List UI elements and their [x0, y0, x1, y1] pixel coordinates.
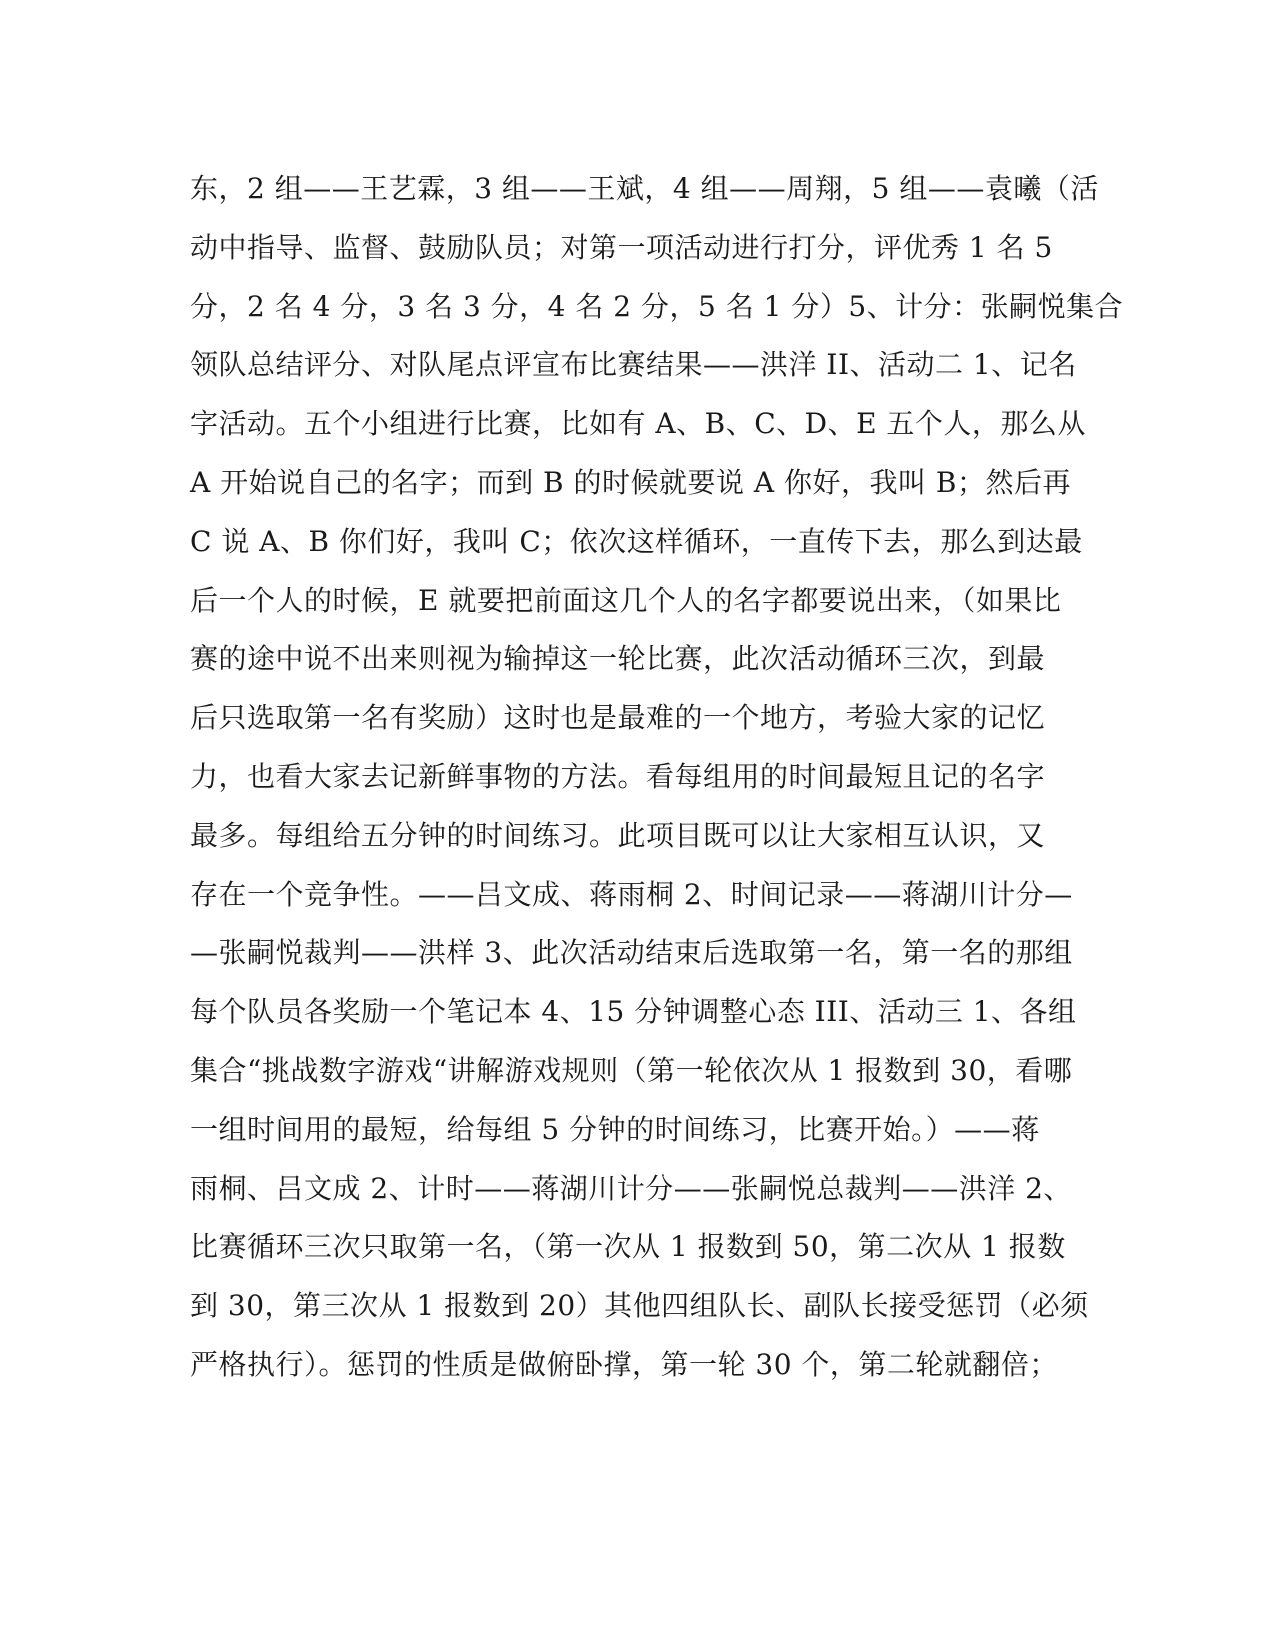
text-line: C 说 A、B 你们好，我叫 C；依次这样循环，一直传下去，那么到达最 — [190, 524, 1083, 558]
text-line: 到 30，第三次从 1 报数到 20）其他四组队长、副队长接受惩罚（必须 — [190, 1289, 1089, 1323]
text-line: 动中指导、监督、鼓励队员；对第一项活动进行打分，评优秀 1 名 5 — [190, 230, 1053, 264]
text-line: 最多。每组给五分钟的时间练习。此项目既可以让大家相互认识，又 — [190, 818, 1046, 852]
text-line: 东，2 组——王艺霖，3 组——王斌，4 组——周翔，5 组——袁曦（活 — [190, 172, 1099, 205]
text-line: 字活动。五个小组进行比赛，比如有 A、B、C、D、E 五个人，那么从 — [190, 407, 1086, 441]
text-line: 严格执行）。惩罚的性质是做俯卧撑，第一轮 30 个，第二轮就翻倍； — [190, 1347, 1058, 1381]
text-line: 后一个人的时候，E 就要把前面这几个人的名字都要说出来，（如果比 — [190, 583, 1062, 617]
text-line: 力，也看大家去记新鲜事物的方法。看每组用的时间最短且记的名字 — [190, 759, 1046, 793]
text-line: 领队总结评分、对队尾点评宣布比赛结果——洪洋 II、活动二 1、记名 — [190, 348, 1077, 382]
text-line: A 开始说自己的名字；而到 B 的时候就要说 A 你好，我叫 B；然后再 — [190, 465, 1071, 499]
text-line: 集合“挑战数字游戏“讲解游戏规则（第一轮依次从 1 报数到 30，看哪 — [190, 1053, 1073, 1087]
text-line: 赛的途中说不出来则视为输掉这一轮比赛，此次活动循环三次，到最 — [190, 642, 1046, 676]
text-line: 一组时间用的最短，给每组 5 分钟的时间练习，比赛开始。）——蒋 — [190, 1112, 1040, 1146]
text-line: —张嗣悦裁判——洪样 3、此次活动结束后选取第一名，第一名的那组 — [190, 936, 1073, 970]
body-text — [190, 160, 1124, 1395]
text-line: 分，2 名 4 分，3 名 3 分，4 名 2 分，5 名 1 分）5、计分：张嗣悦集合 — [190, 289, 1124, 323]
text-line: 存在一个竞争性。——吕文成、蒋雨桐 2、时间记录——蒋湖川计分— — [190, 877, 1073, 911]
text-line: 雨桐、吕文成 2、计时——蒋湖川计分——张嗣悦总裁判——洪洋 2、 — [190, 1171, 1072, 1205]
text-line: 后只选取第一名有奖励）这时也是最难的一个地方，考验大家的记忆 — [190, 701, 1046, 735]
text-line: 每个队员各奖励一个笔记本 4、15 分钟调整心态 III、活动三 1、各组 — [190, 995, 1077, 1029]
text-line: 比赛循环三次只取第一名，（第一次从 1 报数到 50，第二次从 1 报数 — [190, 1230, 1066, 1264]
